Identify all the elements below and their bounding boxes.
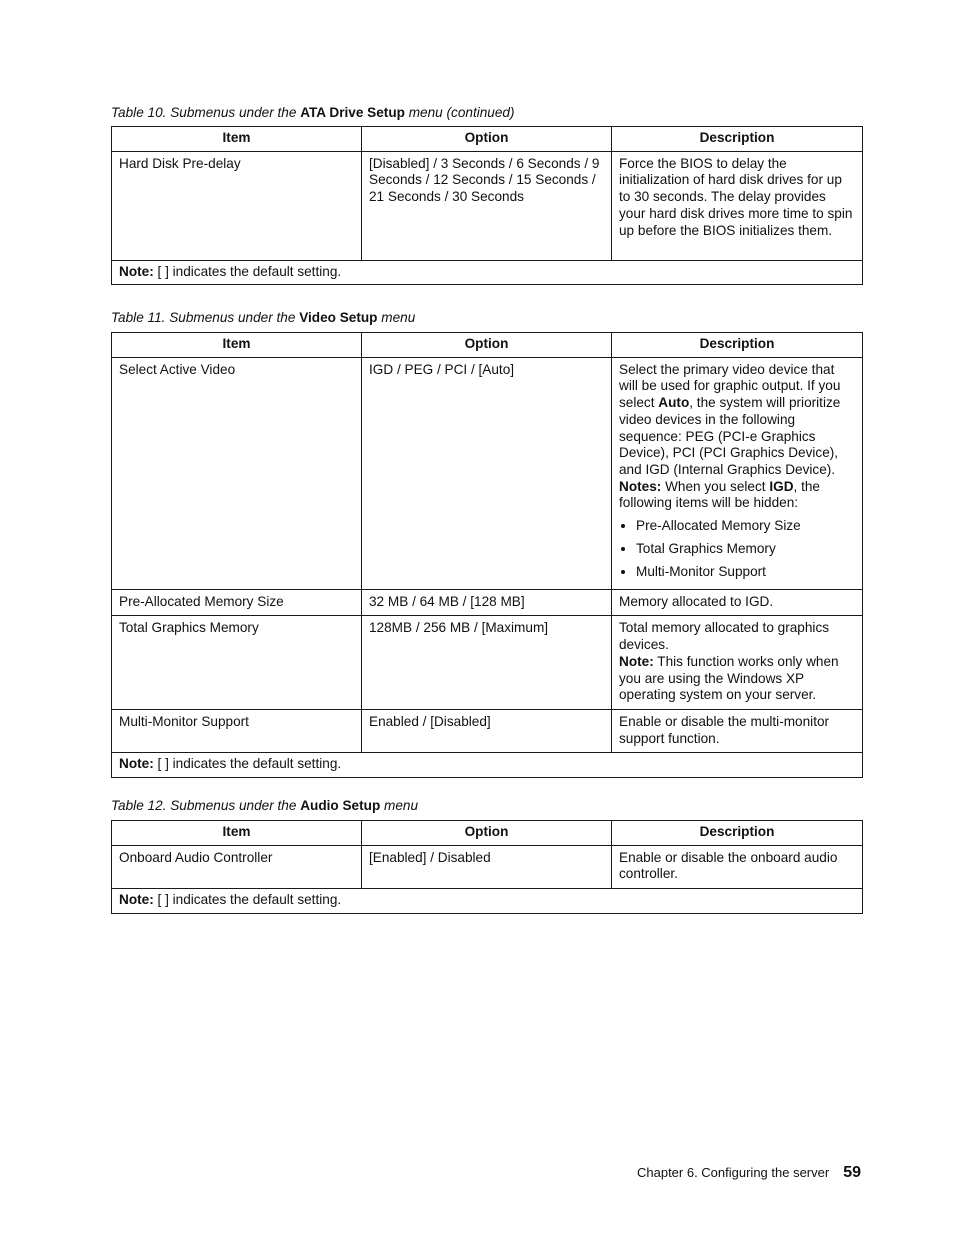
caption-menu-name: Video Setup: [299, 310, 378, 325]
table12-caption: [111, 798, 418, 814]
note-text: [ ] indicates the default setting.: [153, 263, 342, 279]
page-footer: [637, 1164, 861, 1182]
caption-prefix: Table 10. Submenus under the: [111, 105, 301, 120]
description-part: Select the primary video device that will be used for graphic output. If you select: [619, 361, 841, 411]
caption-menu-name: ATA Drive Setup: [300, 105, 405, 120]
caption-suffix: menu: [380, 798, 419, 813]
caption-suffix: menu (continued): [404, 105, 515, 120]
table-row: [112, 845, 863, 888]
cell-item: Onboard Audio Controller: [112, 845, 362, 888]
cell-option: [Enabled] / Disabled: [362, 845, 612, 888]
caption-prefix: Table 12. Submenus under the: [111, 798, 301, 813]
table12-audio-setup: [111, 820, 863, 914]
header-item: Item: [112, 127, 362, 152]
table-row: [112, 151, 863, 260]
note-cell: [112, 889, 863, 914]
cell-description: Memory allocated to IGD.: [612, 589, 863, 616]
list-item: • Multi-Monitor Support: [636, 564, 855, 581]
description-bold: Auto: [658, 395, 690, 411]
header-option: Option: [362, 821, 612, 846]
table-row: [112, 709, 863, 752]
description-text: [619, 362, 855, 479]
cell-description: Enable or disable the multi-monitor support function.: [612, 709, 863, 752]
cell-item: Pre-Allocated Memory Size: [112, 589, 362, 616]
table-row: [112, 357, 863, 589]
table-header-row: [112, 333, 863, 358]
note-cell: [112, 260, 863, 285]
header-item: Item: [112, 821, 362, 846]
caption-menu-name: Audio Setup: [300, 798, 381, 813]
cell-option: 32 MB / 64 MB / [128 MB]: [362, 589, 612, 616]
chapter-title: Chapter 6. Configuring the server: [636, 1165, 830, 1180]
note-text: [ ] indicates the default setting.: [153, 756, 342, 772]
description-text: Total memory allocated to graphics devices.: [619, 620, 830, 653]
table11-video-setup: [111, 332, 863, 778]
header-option: Option: [362, 127, 612, 152]
table10-caption: [111, 105, 515, 121]
caption-prefix: Table 11. Submenus under the: [111, 310, 300, 325]
cell-description: [612, 616, 863, 710]
note-label: Note:: [619, 653, 654, 669]
cell-option: IGD / PEG / PCI / [Auto]: [362, 357, 612, 589]
cell-option: 128MB / 256 MB / [Maximum]: [362, 616, 612, 710]
table-note-row: [112, 260, 863, 285]
cell-option: [Disabled] / 3 Seconds / 6 Seconds / 9 Seconds / 12 Seconds / 15 Seconds / 21 Seconds / 30 Seconds: [362, 151, 612, 260]
header-item: Item: [112, 333, 362, 358]
hidden-items-list: [619, 518, 855, 581]
cell-item: Hard Disk Pre-delay: [112, 151, 362, 260]
table-header-row: [112, 127, 863, 152]
table11-caption: [111, 310, 415, 326]
note-text: This function works only when you are using the Windows XP operating system on your server.: [619, 653, 839, 703]
note-label: Note:: [119, 756, 154, 772]
notes-part: , the following items will be hidden:: [619, 478, 820, 511]
note-label: Note:: [119, 263, 154, 279]
table10-ata-drive-setup: [111, 126, 863, 285]
list-item: • Pre-Allocated Memory Size: [636, 518, 855, 535]
table-row: [112, 589, 863, 616]
cell-item: Select Active Video: [112, 357, 362, 589]
table-note-row: [112, 889, 863, 914]
notes-label: Notes:: [619, 478, 662, 494]
description-notes: [619, 479, 855, 512]
table-header-row: [112, 821, 863, 846]
cell-item: Multi-Monitor Support: [112, 709, 362, 752]
cell-description: Enable or disable the onboard audio controller.: [612, 845, 863, 888]
header-description: Description: [612, 127, 863, 152]
table-note-row: [112, 753, 863, 778]
description-note: [619, 654, 855, 704]
header-description: Description: [612, 333, 863, 358]
list-item: • Total Graphics Memory: [636, 541, 855, 558]
cell-item: Total Graphics Memory: [112, 616, 362, 710]
table-row: [112, 616, 863, 710]
notes-bold: IGD: [769, 478, 794, 494]
note-cell: [112, 753, 863, 778]
cell-option: Enabled / [Disabled]: [362, 709, 612, 752]
description-part: , the system will prioritize video devices in the following sequence: PEG (PCI-e Graphics Device), PCI (PCI Graphics Device), and IGD (Internal Graphics Device).: [619, 395, 841, 477]
cell-description: [612, 357, 863, 589]
header-option: Option: [362, 333, 612, 358]
note-label: Note:: [119, 892, 154, 908]
page-number: 59: [843, 1164, 861, 1181]
notes-part: When you select: [661, 478, 770, 494]
cell-description: Force the BIOS to delay the initialization of hard disk drives for up to 30 seconds. The delay provides your hard disk drives more time to spin up before the BIOS initializes them.: [612, 151, 863, 260]
caption-suffix: menu: [377, 310, 416, 325]
note-text: [ ] indicates the default setting.: [153, 892, 342, 908]
header-description: Description: [612, 821, 863, 846]
